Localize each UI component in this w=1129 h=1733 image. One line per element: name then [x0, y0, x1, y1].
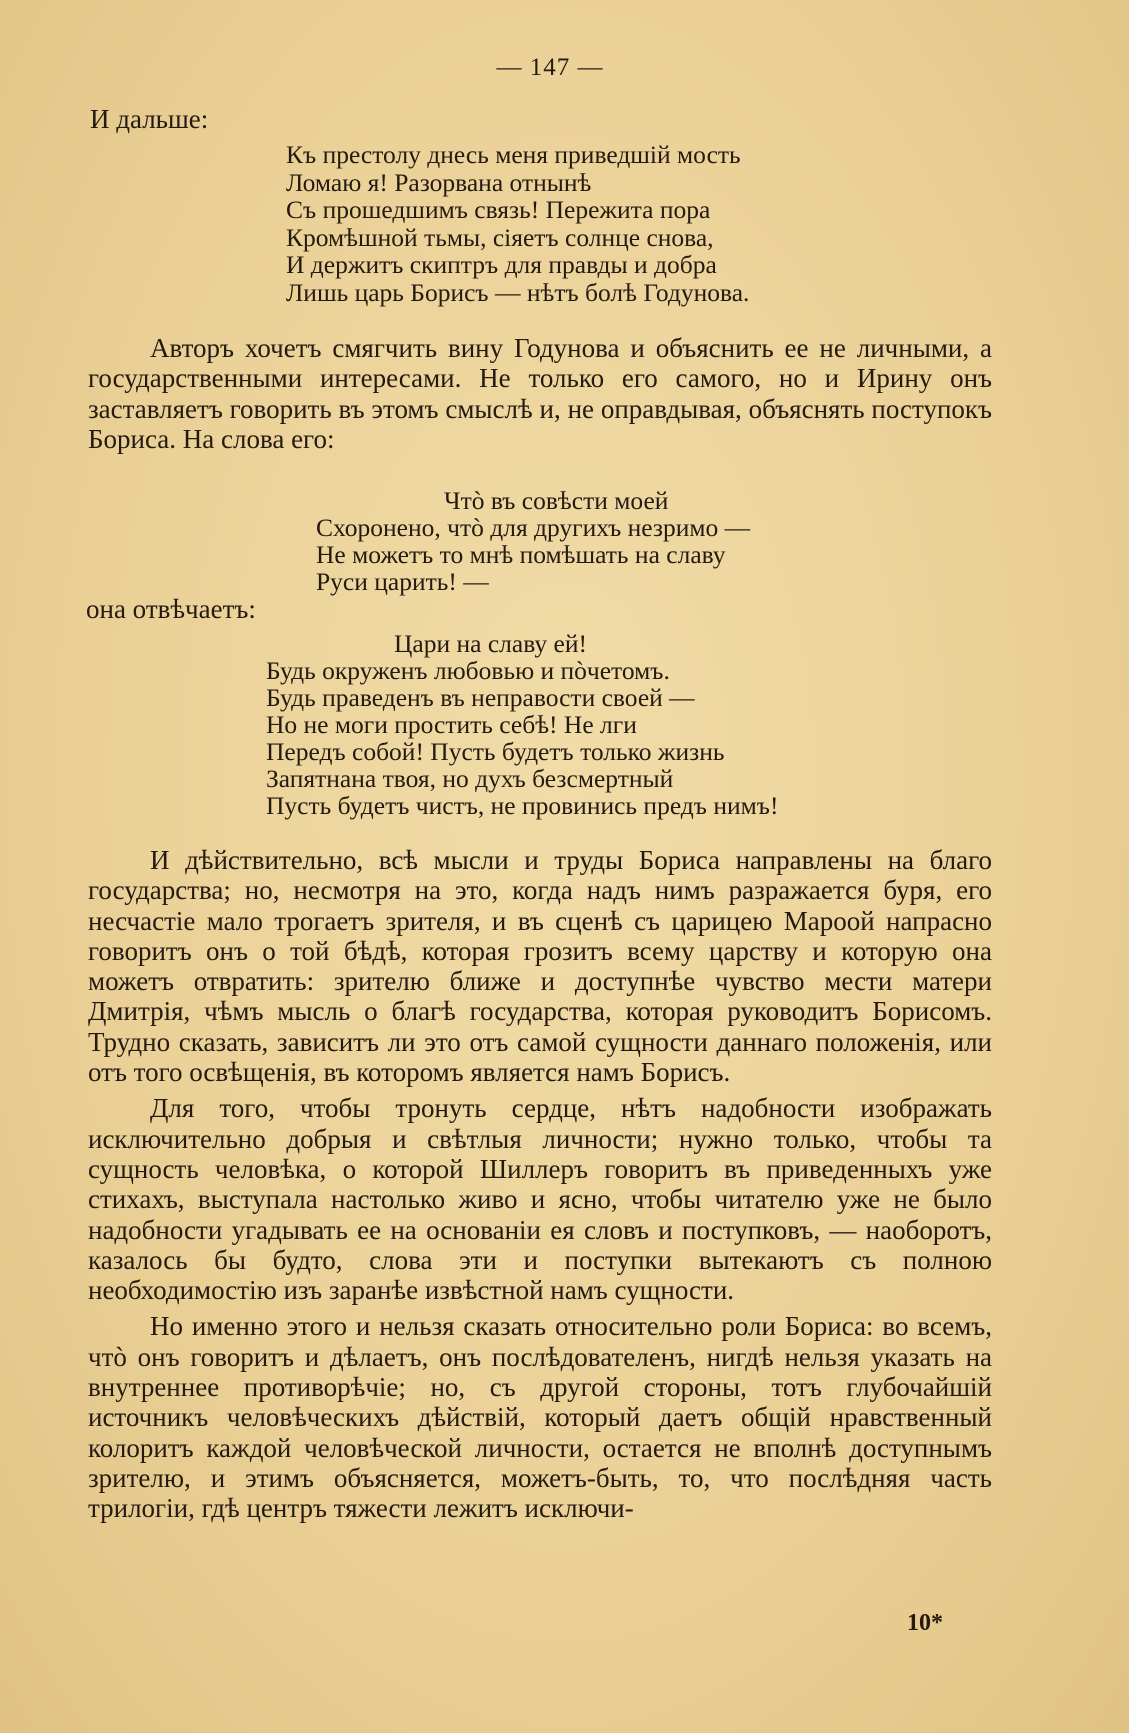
verse-line: Ломаю я! Разорвана отнынѣ: [286, 167, 592, 197]
verse-line: Схоронено, чтò для другихъ незримо —: [316, 513, 751, 542]
verse-line: Чтò въ совѣсти моей: [444, 486, 669, 515]
verse-block-1: [286, 141, 749, 306]
verse-line: Лишь царь Борисъ — нѣтъ болѣ Годунова.: [286, 277, 750, 307]
verse-line: Пусть будетъ чистъ, не провинись предъ нимъ!: [266, 791, 779, 820]
verse-line: Съ прошедшимъ связь! Пережита пора: [286, 195, 711, 224]
verse-line: Будь праведенъ въ неправости своей —: [266, 683, 695, 712]
verse-line: Цари на славу ей!: [394, 629, 587, 658]
signature-mark: 10*: [907, 1610, 943, 1636]
page-number: — 147 —: [496, 54, 604, 81]
verse-block-3: [266, 630, 778, 819]
paragraph: Но именно этого и нельзя сказать относительно роли Бориса: во всемъ, чтò онъ говоритъ и дѣлаетъ, онъ послѣдователенъ, нигдѣ нельзя указать на внутреннее противорѣчіе; но, съ другой стороны, тотъ глубочайшій источникъ человѣческихъ дѣйствій, который даетъ общій нравственный колоритъ каждой человѣческой личности, остается не вполнѣ доступнымъ зрителю, и этимъ объясняется, можетъ-быть, то, что послѣдняя часть трилогіи, гдѣ центръ тяжести лежитъ исключи-: [88, 1311, 992, 1524]
verse-block-2: [316, 487, 750, 595]
intro-line: И дальше:: [90, 104, 209, 134]
paragraph-1-block: [88, 333, 992, 460]
paragraph: Для того, чтобы тронуть сердце, нѣтъ надобности изображать исключительно добрыя и свѣтлыя личности; нужно только, чтобы та сущность человѣка, о которой Шиллеръ говоритъ въ приведенныхъ уже стихахъ, выступала настолько живо и ясно, чтобы читателю уже не было надобности угадывать ее на основаніи ея словъ и поступковъ, — наоборотъ, казалось бы будто, слова эти и поступки вытекаютъ съ полною необходимостію изъ заранѣе извѣстной намъ сущности.: [88, 1093, 992, 1306]
verse-line: Къ престолу днесь меня приведшій мость: [286, 140, 741, 169]
verse-line: Но не моги простить себѣ! Не лги: [266, 710, 637, 739]
body-text: [88, 845, 992, 1530]
verse-line: Кромѣшной тьмы, сіяетъ солнце снова,: [286, 222, 714, 252]
verse-line: Запятнана твоя, но духъ безсмертный: [266, 764, 674, 793]
verse-line: Не можетъ то мнѣ помѣшать на славу: [316, 540, 726, 569]
paragraph: И дѣйствительно, всѣ мысли и труды Бориса направлены на благо государства; но, несмотря на это, когда надъ нимъ разражается буря, его несчастіе мало трогаетъ зрителя, и въ сценѣ съ царицею Мароой напрасно говоритъ онъ о той бѣдѣ, которая грозитъ всему царству и которую она можетъ отвратить: зрителю ближе и доступнѣе чувство мести матери Дмитрія, чѣмъ мысль о благѣ государства, которая руководитъ Борисомъ. Трудно сказать, зависитъ ли это отъ самой сущности даннаго положенія, или отъ того освѣщенія, въ которомъ является намъ Борисъ.: [88, 845, 992, 1088]
verse-line: Руси царить! —: [316, 567, 489, 596]
verse-line: Передъ собой! Пусть будетъ только жизнь: [266, 737, 725, 766]
answer-intro: она отвѣчаетъ:: [86, 594, 256, 624]
verse-line: Будь окруженъ любовью и пòчетомъ.: [266, 656, 670, 685]
paragraph: Авторъ хочетъ смягчить вину Годунова и объяснить ее не личными, а государственными интересами. Не только его самого, но и Ирину онъ заставляетъ говорить въ этомъ смыслѣ и, не оправдывая, объяснять поступокъ Бориса. На слова его:: [88, 333, 992, 454]
verse-line: И держитъ скиптръ для правды и добра: [286, 250, 717, 279]
